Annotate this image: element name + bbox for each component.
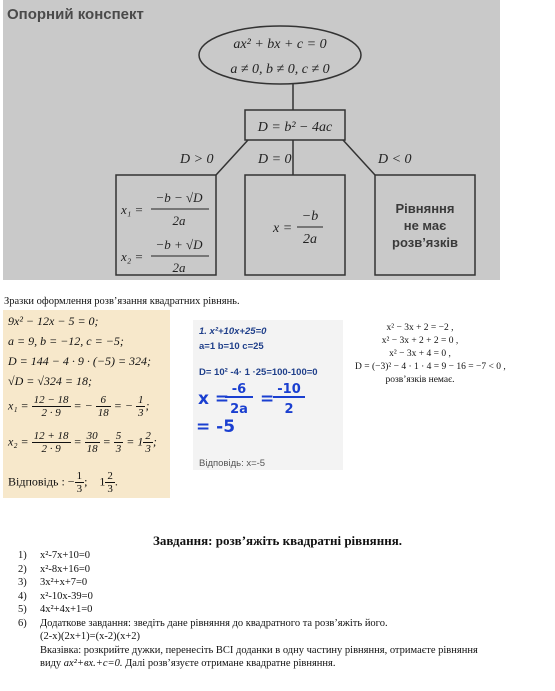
- hand-result: = -5: [196, 417, 236, 437]
- sample2-handwriting: [193, 320, 343, 470]
- x1-numerator: −b − √D: [155, 190, 203, 205]
- sample3-line: x² − 3x + 2 + 2 = 0 ,: [381, 336, 459, 346]
- summary-panel: [3, 0, 500, 280]
- task-heading: Завдання: розв’яжіть квадратні рівняння.: [153, 533, 402, 548]
- samples-caption: Зразки оформлення розв’язання квадратних рівнянь.: [4, 296, 240, 307]
- task-item: 5) 4x²+4x+1=0: [18, 604, 93, 615]
- no-roots-line-2: не має: [403, 218, 447, 233]
- summary-diagram: [3, 0, 500, 280]
- sample3-line: розв’язків немає.: [385, 375, 455, 385]
- task-item: 4) x²-10x-39=0: [18, 590, 93, 602]
- x1-label: x₁ =: [121, 202, 144, 217]
- hand-eq: =: [260, 389, 275, 409]
- sample2-equation: 1. x²+10x+25=0: [199, 326, 267, 337]
- sample2-coefficients: a=1 b=10 c=25: [199, 341, 264, 352]
- task-item: 1) x²-7x+10=0: [18, 550, 90, 561]
- sample-solution-1: [3, 310, 170, 498]
- branch-label-positive: D > 0: [180, 152, 214, 167]
- sample3-line: D = (−3)² − 4 · 1 · 4 = 9 − 16 = −7 < 0 ,: [355, 362, 506, 372]
- task-list: [18, 549, 548, 671]
- sample-solution-2: [193, 320, 343, 470]
- sample-solution-3: [355, 322, 506, 387]
- sample3-line: x² − 3x + 2 = −2 ,: [386, 323, 454, 333]
- x-label: x =: [273, 221, 293, 236]
- one-root-box: [245, 175, 345, 275]
- sample1-line: D = 144 − 4 · 9 · (−5) = 324;: [8, 354, 152, 368]
- task-hint-line-1: Вказівка: розкрийте дужки, перенесіть ВСІ доданки в одну частину рівняння, отримаєте рівняння: [40, 644, 478, 656]
- branch-label-negative: D < 0: [378, 152, 412, 167]
- no-roots-line-3: розв’язків: [392, 235, 458, 250]
- sample2-answer: Відповідь: x=-5: [199, 458, 266, 469]
- hand-num-2: -10: [277, 382, 301, 397]
- sample1-line: a = 9, b = −12, c = −5;: [8, 334, 124, 348]
- branch-label-zero: D = 0: [258, 152, 292, 167]
- top-equation: ax² + bx + c = 0: [233, 37, 327, 52]
- hand-den-2: 2: [284, 402, 294, 417]
- sample1-line: 9x² − 12x − 5 = 0;: [8, 314, 99, 328]
- sample1-answer: Відповідь : − $\frac{1}{3}$ ; 1 $\frac{2}{3}$ .: [8, 470, 118, 495]
- x2-numerator: −b + √D: [155, 237, 203, 252]
- x-denominator: 2a: [303, 232, 317, 247]
- hand-den-1: 2a: [230, 402, 248, 417]
- task-item: 6) Додаткове завдання: зведіть дане рівняння до квадратного та розв’яжіть його.: [18, 617, 388, 629]
- x1-denominator: 2a: [172, 213, 186, 228]
- sample2-discriminant: D= 10² -4· 1 ·25=100-100=0: [199, 367, 318, 378]
- task-item: 3) 3x²+x+7=0: [18, 577, 88, 588]
- sample1-x2: x₂ = $\frac{12 + 18}{2 \cdot 9}$ = $\frac{30}{18}$ = $\frac{5}{3}$ = 1 $\frac{2}{3}$ ;: [8, 430, 157, 455]
- no-roots-line-1: Рівняння: [395, 201, 455, 216]
- sample1-line: √D = √324 = 18;: [8, 374, 93, 388]
- task-item: 2) x²-8x+16=0: [18, 563, 90, 575]
- top-conditions: a ≠ 0, b ≠ 0, c ≠ 0: [230, 62, 330, 77]
- x-numerator: −b: [301, 209, 319, 224]
- task-extra-equation: (2-x)(2x+1)=(x-2)(x+2): [40, 631, 140, 642]
- hand-x: x =: [198, 389, 230, 409]
- discriminant-formula: D = b² − 4ac: [257, 120, 333, 135]
- sample3-line: x² − 3x + 4 = 0 ,: [389, 349, 451, 359]
- sample1-x1: x₁ = $\frac{12 - 18}{2 \cdot 9}$ = − $\frac{6}{18}$ = − $\frac{1}{3}$ ;: [8, 394, 150, 419]
- hand-num-1: -6: [231, 382, 247, 397]
- summary-title: Опорний конспект: [7, 6, 144, 23]
- task-hint-line-2: виду ax²+вх.+с=0. Далі розв’язуєте отримане квадратне рівняння.: [40, 658, 336, 669]
- x2-denominator: 2a: [172, 260, 186, 275]
- x2-label: x₂ =: [121, 249, 144, 264]
